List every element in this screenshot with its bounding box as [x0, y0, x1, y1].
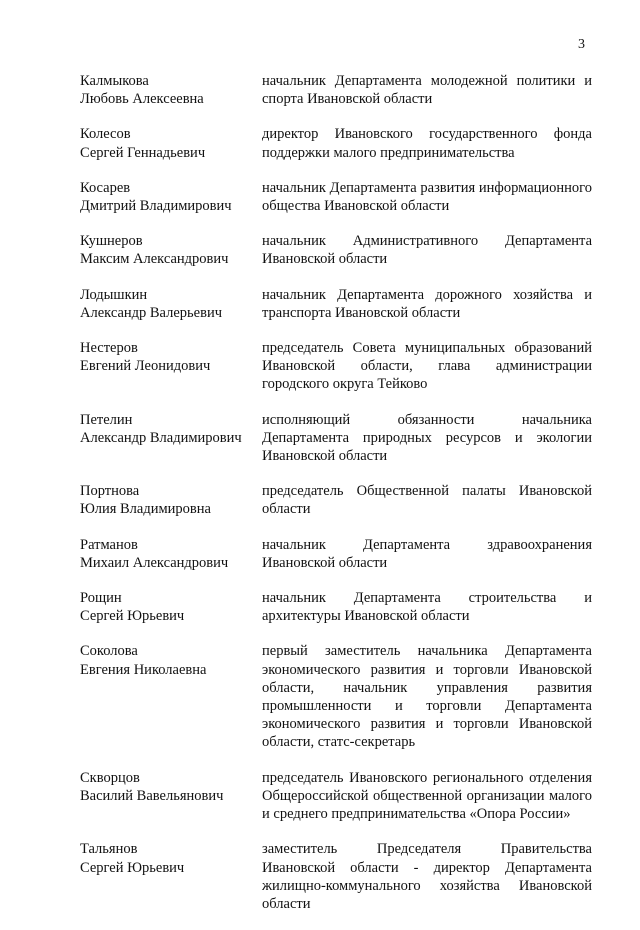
member-row	[80, 840, 592, 913]
member-position: начальник Департамента строительства и архитектуры Ивановской области	[262, 590, 592, 625]
member-given-name: Любовь Алексеевна	[80, 91, 204, 108]
member-surname: Скворцов	[80, 769, 140, 786]
member-row	[80, 179, 592, 215]
member-row	[80, 125, 592, 161]
member-position: начальник Департамента дорожного хозяйства и транспорта Ивановской области	[262, 286, 592, 321]
member-row	[80, 232, 592, 268]
member-surname: Кушнеров	[80, 233, 143, 250]
member-given-name: Юлия Владимировна	[80, 501, 211, 518]
member-row	[80, 286, 592, 322]
member-row	[80, 589, 592, 625]
member-surname: Ратманов	[80, 536, 138, 553]
member-row	[80, 339, 592, 394]
member-name	[80, 769, 260, 805]
member-name	[80, 179, 260, 215]
page-number: 3	[578, 37, 585, 52]
member-surname: Косарев	[80, 179, 131, 196]
member-surname: Колесов	[80, 126, 131, 143]
member-name	[80, 339, 260, 375]
member-surname: Калмыкова	[80, 73, 149, 89]
member-given-name: Александр Валерьевич	[80, 304, 222, 321]
member-given-name: Максим Александрович	[80, 251, 229, 268]
member-given-name: Сергей Геннадьевич	[80, 144, 206, 161]
member-position: председатель Совета муниципальных образований Ивановской области, глава администрации городского округа Тейково	[262, 340, 592, 393]
member-name	[80, 125, 260, 161]
member-given-name: Александр Владимирович	[80, 429, 242, 446]
member-surname: Петелин	[80, 411, 133, 428]
member-row	[80, 536, 592, 572]
member-given-name: Василий Вавельянович	[80, 787, 224, 804]
member-given-name: Дмитрий Владимирович	[80, 198, 232, 215]
member-name	[80, 232, 260, 268]
member-surname: Нестеров	[80, 340, 138, 357]
member-given-name: Евгения Николаевна	[80, 661, 207, 678]
member-name	[80, 840, 260, 876]
member-given-name: Сергей Юрьевич	[80, 608, 185, 625]
member-surname: Портнова	[80, 483, 140, 500]
member-surname: Рощин	[80, 590, 122, 607]
member-given-name: Михаил Александрович	[80, 554, 229, 571]
member-position: начальник Департамента здравоохранения Ивановской области	[262, 536, 592, 571]
member-row	[80, 482, 592, 518]
member-position: директор Ивановского государственного фонда поддержки малого предпринимательства	[262, 126, 592, 161]
member-row	[80, 642, 592, 751]
member-position: первый заместитель начальника Департамента экономического развития и торговли Ивановской области, начальник управления развития промышленности и торговли Департамента экономического развития и торговли Ивановской области, статс-секретарь	[262, 643, 592, 751]
member-list	[80, 72, 592, 930]
member-name	[80, 411, 260, 447]
member-position: начальник Департамента молодежной политики и спорта Ивановской области	[262, 73, 592, 108]
member-row	[80, 411, 592, 466]
member-given-name: Сергей Юрьевич	[80, 859, 185, 876]
member-position: начальник Административного Департамента Ивановской области	[262, 233, 592, 268]
member-name	[80, 589, 260, 625]
member-name	[80, 642, 260, 678]
member-position: начальник Департамента развития информационного общества Ивановской области	[262, 179, 592, 215]
member-position: исполняющий обязанности начальника Департамента природных ресурсов и экологии Ивановской области	[262, 411, 592, 465]
member-name	[80, 286, 260, 322]
member-surname: Соколова	[80, 643, 138, 660]
member-surname: Лодышкин	[80, 286, 148, 303]
member-position: председатель Общественной палаты Ивановской области	[262, 483, 592, 518]
member-name	[80, 72, 260, 108]
member-name	[80, 536, 260, 572]
member-name	[80, 482, 260, 518]
member-position: председатель Ивановского регионального отделения Общероссийской общественной организации малого и среднего предпринимательства «Опора России»	[262, 769, 592, 823]
member-surname: Тальянов	[80, 841, 138, 858]
member-row	[80, 769, 592, 824]
member-given-name: Евгений Леонидович	[80, 358, 211, 375]
member-position: заместитель Председателя Правительства Ивановской области - директор Департамента жилищно-коммунального хозяйства Ивановской области	[262, 841, 592, 912]
member-row	[80, 72, 592, 108]
